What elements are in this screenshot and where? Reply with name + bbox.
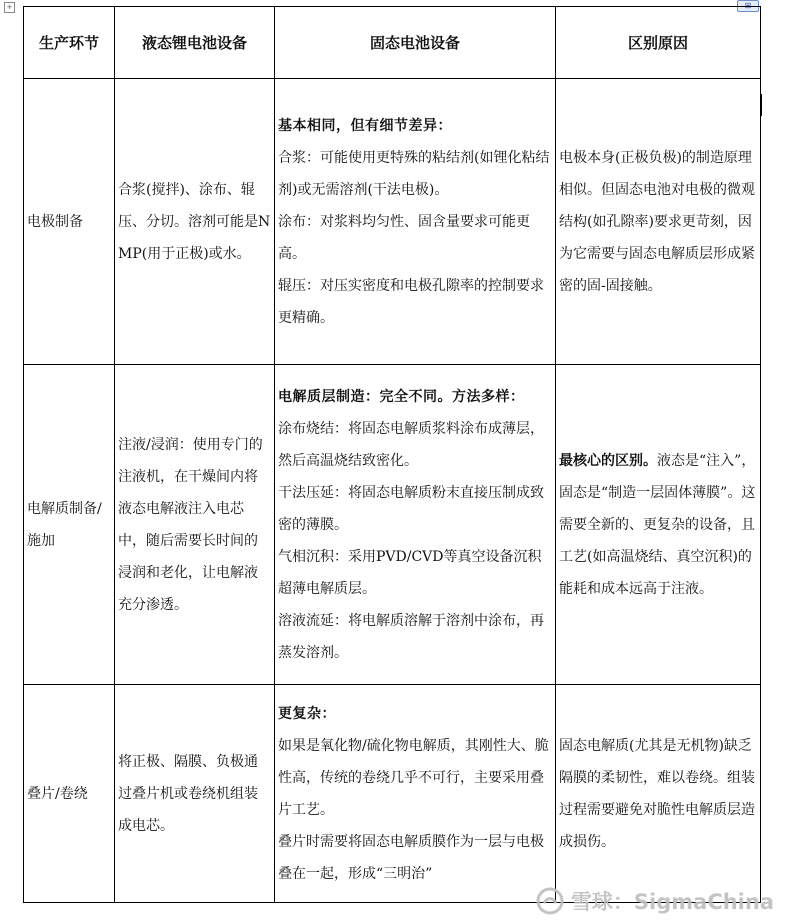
reason-text: 液态是“注入”，固态是“制造一层固体薄膜”。这需要全新的、更复杂的设备，且工艺(如高温烧结、真空沉积)的能耗和成本远高于注液。 (559, 452, 756, 597)
comparison-table (23, 6, 761, 903)
table-row (24, 365, 761, 685)
solid-item: 叠片时需要将固态电解质膜作为一层与电极叠在一起，形成“三明治” (278, 833, 544, 882)
stage-cell: 电解质制备/施加 (24, 365, 115, 685)
solid-cell (275, 685, 556, 903)
reason-cell (556, 365, 761, 685)
table-row (24, 79, 761, 365)
solid-section-title: 更复杂： (278, 705, 336, 722)
solid-item: 涂布：对浆料均匀性、固含量要求可能更高。 (278, 213, 530, 262)
solid-item: 合浆：可能使用更特殊的粘结剂(如锂化粘结剂)或无需溶剂(干法电极)。 (278, 149, 550, 198)
solid-cell (275, 365, 556, 685)
header-reason: 区别原因 (556, 7, 761, 79)
snowball-logo-icon (535, 886, 565, 916)
solid-section-title: 电解质层制造：完全不同。方法多样： (278, 388, 525, 405)
reason-text: 固态电解质(尤其是无机物)缺乏隔膜的柔韧性，难以卷绕。组装过程需要避免对脆性电解质层造成损伤。 (559, 737, 755, 850)
reason-lead: 最核心的区别。 (559, 452, 657, 469)
solid-cell (275, 79, 556, 365)
header-solid: 固态电池设备 (275, 7, 556, 79)
liquid-cell: 合浆(搅拌)、涂布、辊压、分切。溶剂可能是NMP(用于正极)或水。 (115, 79, 275, 365)
liquid-cell: 注液/浸润：使用专门的注液机，在干燥间内将液态电解液注入电芯中，随后需要长时间的浸润和老化，让电解液充分渗透。 (115, 365, 275, 685)
table-header-row (24, 7, 761, 79)
solid-item: 涂布烧结：将固态电解质浆料涂布成薄层，然后高温烧结致密化。 (278, 420, 544, 469)
solid-item: 溶液流延：将电解质溶解于溶剂中涂布，再蒸发溶剂。 (278, 612, 544, 661)
reason-cell (556, 685, 761, 903)
stage-cell: 电极制备 (24, 79, 115, 365)
watermark (535, 886, 774, 916)
stage-cell: 叠片/卷绕 (24, 685, 115, 903)
solid-item: 气相沉积：采用PVD/CVD等真空设备沉积超薄电解质层。 (278, 548, 542, 597)
reason-text: 电极本身(正极负极)的制造原理相似。但固态电池对电极的微观结构(如孔隙率)要求更苛刻，因为它需要与固态电解质层形成紧密的固-固接触。 (559, 149, 755, 294)
table-row (24, 685, 761, 903)
header-stage: 生产环节 (24, 7, 115, 79)
watermark-text: 雪球：SigmaChina (570, 890, 774, 914)
solid-item: 如果是氧化物/硫化物电解质，其刚性大、脆性高，传统的卷绕几乎不可行，主要采用叠片工艺。 (278, 737, 549, 818)
text-cursor-mark (761, 94, 762, 116)
table-handle-icon[interactable]: ⊞ (737, 0, 759, 12)
header-liquid: 液态锂电池设备 (115, 7, 275, 79)
liquid-cell: 将正极、隔膜、负极通过叠片机或卷绕机组装成电芯。 (115, 685, 275, 903)
solid-section-title: 基本相同，但有细节差异： (278, 117, 452, 134)
solid-item: 辊压：对压实密度和电极孔隙率的控制要求更精确。 (278, 277, 544, 326)
solid-item: 干法压延：将固态电解质粉末直接压制成致密的薄膜。 (278, 484, 544, 533)
reason-cell (556, 79, 761, 365)
anchor-icon: + (4, 2, 15, 13)
